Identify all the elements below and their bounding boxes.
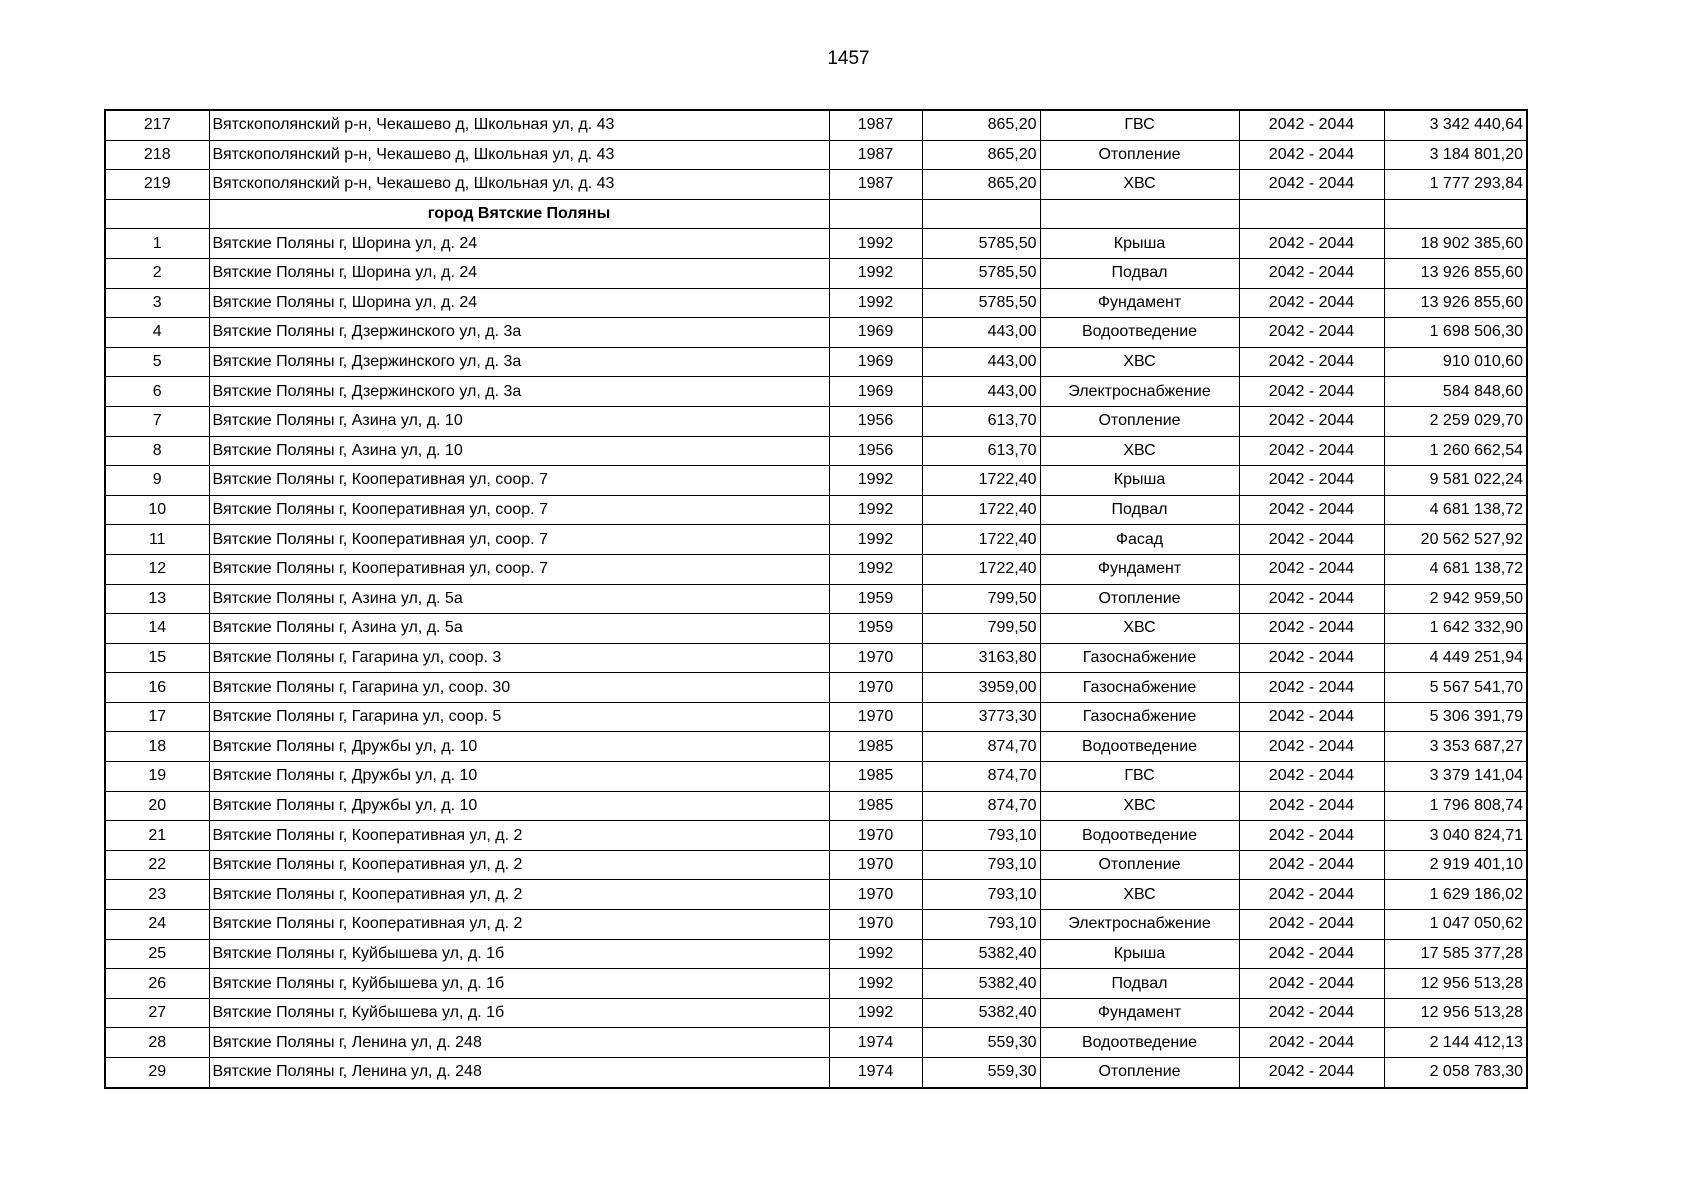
year-cell: 1992 xyxy=(829,229,922,259)
period-cell: 2042 - 2044 xyxy=(1239,495,1384,525)
address-cell: Вятские Поляны г, Кооперативная ул, д. 2 xyxy=(209,821,829,851)
table-row xyxy=(105,643,1527,673)
row-number-cell: 218 xyxy=(105,140,209,170)
year-cell: 1969 xyxy=(829,318,922,348)
work-type-cell: ХВС xyxy=(1040,880,1239,910)
year-cell: 1956 xyxy=(829,436,922,466)
empty-cell xyxy=(829,199,922,229)
work-type-cell: Подвал xyxy=(1040,258,1239,288)
work-type-cell: Водоотведение xyxy=(1040,318,1239,348)
period-cell: 2042 - 2044 xyxy=(1239,110,1384,140)
cost-cell: 1 260 662,54 xyxy=(1384,436,1527,466)
year-cell: 1992 xyxy=(829,495,922,525)
table-row xyxy=(105,998,1527,1028)
table-row xyxy=(105,939,1527,969)
area-cell: 5785,50 xyxy=(922,288,1040,318)
cost-cell: 12 956 513,28 xyxy=(1384,998,1527,1028)
cost-cell: 3 353 687,27 xyxy=(1384,732,1527,762)
address-cell: Вятские Поляны г, Кооперативная ул, д. 2 xyxy=(209,850,829,880)
address-cell: Вятские Поляны г, Шорина ул, д. 24 xyxy=(209,288,829,318)
empty-cell xyxy=(1239,199,1384,229)
year-cell: 1974 xyxy=(829,1028,922,1058)
cost-cell: 2 144 412,13 xyxy=(1384,1028,1527,1058)
area-cell: 799,50 xyxy=(922,584,1040,614)
work-type-cell: Газоснабжение xyxy=(1040,702,1239,732)
period-cell: 2042 - 2044 xyxy=(1239,229,1384,259)
area-cell: 874,70 xyxy=(922,762,1040,792)
year-cell: 1985 xyxy=(829,791,922,821)
work-type-cell: Отопление xyxy=(1040,584,1239,614)
table-row xyxy=(105,318,1527,348)
year-cell: 1970 xyxy=(829,910,922,940)
row-number-cell: 9 xyxy=(105,466,209,496)
year-cell: 1992 xyxy=(829,466,922,496)
row-number-cell: 19 xyxy=(105,762,209,792)
period-cell: 2042 - 2044 xyxy=(1239,998,1384,1028)
row-number-cell: 24 xyxy=(105,910,209,940)
row-number-cell: 5 xyxy=(105,347,209,377)
cost-cell: 3 379 141,04 xyxy=(1384,762,1527,792)
table-row xyxy=(105,229,1527,259)
area-cell: 1722,40 xyxy=(922,525,1040,555)
work-type-cell: Водоотведение xyxy=(1040,732,1239,762)
address-cell: Вятские Поляны г, Кооперативная ул, соор. 7 xyxy=(209,466,829,496)
address-cell: Вятские Поляны г, Дзержинского ул, д. 3а xyxy=(209,377,829,407)
cost-cell: 2 942 959,50 xyxy=(1384,584,1527,614)
year-cell: 1992 xyxy=(829,258,922,288)
cost-cell: 4 681 138,72 xyxy=(1384,495,1527,525)
table-row xyxy=(105,554,1527,584)
cost-cell: 3 184 801,20 xyxy=(1384,140,1527,170)
row-number-cell: 23 xyxy=(105,880,209,910)
area-cell: 559,30 xyxy=(922,1058,1040,1088)
table-row xyxy=(105,850,1527,880)
empty-cell xyxy=(1384,199,1527,229)
table-row xyxy=(105,821,1527,851)
cost-cell: 584 848,60 xyxy=(1384,377,1527,407)
address-cell: Вятскополянский р-н, Чекашево д, Школьная ул, д. 43 xyxy=(209,110,829,140)
row-number-cell: 27 xyxy=(105,998,209,1028)
year-cell: 1959 xyxy=(829,614,922,644)
address-cell: Вятские Поляны г, Дружбы ул, д. 10 xyxy=(209,762,829,792)
year-cell: 1970 xyxy=(829,821,922,851)
row-number-cell: 26 xyxy=(105,969,209,999)
area-cell: 3773,30 xyxy=(922,702,1040,732)
area-cell: 443,00 xyxy=(922,347,1040,377)
area-cell: 874,70 xyxy=(922,791,1040,821)
work-type-cell: Крыша xyxy=(1040,939,1239,969)
area-cell: 1722,40 xyxy=(922,554,1040,584)
address-cell: Вятские Поляны г, Гагарина ул, соор. 30 xyxy=(209,673,829,703)
area-cell: 874,70 xyxy=(922,732,1040,762)
address-cell: Вятские Поляны г, Кооперативная ул, соор. 7 xyxy=(209,554,829,584)
work-type-cell: ХВС xyxy=(1040,436,1239,466)
address-cell: Вятские Поляны г, Гагарина ул, соор. 5 xyxy=(209,702,829,732)
cost-cell: 2 058 783,30 xyxy=(1384,1058,1527,1088)
period-cell: 2042 - 2044 xyxy=(1239,584,1384,614)
area-cell: 865,20 xyxy=(922,140,1040,170)
cost-cell: 1 629 186,02 xyxy=(1384,880,1527,910)
cost-cell: 13 926 855,60 xyxy=(1384,288,1527,318)
work-type-cell: Водоотведение xyxy=(1040,821,1239,851)
row-number-cell: 6 xyxy=(105,377,209,407)
row-number-cell: 2 xyxy=(105,258,209,288)
table-row xyxy=(105,377,1527,407)
row-number-cell: 21 xyxy=(105,821,209,851)
area-cell: 5382,40 xyxy=(922,969,1040,999)
row-number-cell: 7 xyxy=(105,406,209,436)
year-cell: 1970 xyxy=(829,643,922,673)
table-row xyxy=(105,673,1527,703)
cost-cell: 4 681 138,72 xyxy=(1384,554,1527,584)
table-row xyxy=(105,436,1527,466)
row-number-cell: 29 xyxy=(105,1058,209,1088)
area-cell: 443,00 xyxy=(922,318,1040,348)
table-row xyxy=(105,525,1527,555)
cost-cell: 1 796 808,74 xyxy=(1384,791,1527,821)
cost-cell: 9 581 022,24 xyxy=(1384,466,1527,496)
period-cell: 2042 - 2044 xyxy=(1239,702,1384,732)
work-type-cell: Подвал xyxy=(1040,969,1239,999)
cost-cell: 5 306 391,79 xyxy=(1384,702,1527,732)
address-cell: Вятские Поляны г, Ленина ул, д. 248 xyxy=(209,1058,829,1088)
year-cell: 1992 xyxy=(829,288,922,318)
work-type-cell: Водоотведение xyxy=(1040,1028,1239,1058)
cost-cell: 3 040 824,71 xyxy=(1384,821,1527,851)
year-cell: 1992 xyxy=(829,939,922,969)
row-number-cell: 11 xyxy=(105,525,209,555)
work-type-cell: ГВС xyxy=(1040,110,1239,140)
cost-cell: 17 585 377,28 xyxy=(1384,939,1527,969)
cost-cell: 13 926 855,60 xyxy=(1384,258,1527,288)
area-cell: 793,10 xyxy=(922,850,1040,880)
area-cell: 799,50 xyxy=(922,614,1040,644)
area-cell: 1722,40 xyxy=(922,495,1040,525)
year-cell: 1992 xyxy=(829,998,922,1028)
period-cell: 2042 - 2044 xyxy=(1239,880,1384,910)
table-row xyxy=(105,258,1527,288)
table-row xyxy=(105,288,1527,318)
cost-cell: 5 567 541,70 xyxy=(1384,673,1527,703)
area-cell: 559,30 xyxy=(922,1028,1040,1058)
row-number-cell: 16 xyxy=(105,673,209,703)
year-cell: 1985 xyxy=(829,732,922,762)
address-cell: Вятские Поляны г, Азина ул, д. 10 xyxy=(209,406,829,436)
address-cell: Вятские Поляны г, Куйбышева ул, д. 1б xyxy=(209,969,829,999)
area-cell: 793,10 xyxy=(922,910,1040,940)
period-cell: 2042 - 2044 xyxy=(1239,170,1384,200)
row-number-cell: 219 xyxy=(105,170,209,200)
section-title-cell: город Вятские Поляны xyxy=(209,199,829,229)
period-cell: 2042 - 2044 xyxy=(1239,288,1384,318)
year-cell: 1992 xyxy=(829,525,922,555)
work-type-cell: Газоснабжение xyxy=(1040,673,1239,703)
area-cell: 5382,40 xyxy=(922,998,1040,1028)
row-number-cell: 3 xyxy=(105,288,209,318)
row-number-cell: 12 xyxy=(105,554,209,584)
cost-cell: 4 449 251,94 xyxy=(1384,643,1527,673)
row-number-cell: 13 xyxy=(105,584,209,614)
cost-cell: 12 956 513,28 xyxy=(1384,969,1527,999)
period-cell: 2042 - 2044 xyxy=(1239,1058,1384,1088)
year-cell: 1969 xyxy=(829,347,922,377)
work-type-cell: ХВС xyxy=(1040,170,1239,200)
cost-cell: 3 342 440,64 xyxy=(1384,110,1527,140)
year-cell: 1970 xyxy=(829,673,922,703)
period-cell: 2042 - 2044 xyxy=(1239,347,1384,377)
section-header-row xyxy=(105,199,1527,229)
year-cell: 1956 xyxy=(829,406,922,436)
row-number-cell: 22 xyxy=(105,850,209,880)
area-cell: 5382,40 xyxy=(922,939,1040,969)
address-cell: Вятские Поляны г, Дзержинского ул, д. 3а xyxy=(209,347,829,377)
table-row xyxy=(105,110,1527,140)
row-number-cell: 15 xyxy=(105,643,209,673)
period-cell: 2042 - 2044 xyxy=(1239,910,1384,940)
table-row xyxy=(105,969,1527,999)
work-type-cell: Отопление xyxy=(1040,406,1239,436)
cost-cell: 2 919 401,10 xyxy=(1384,850,1527,880)
work-type-cell: Газоснабжение xyxy=(1040,643,1239,673)
year-cell: 1974 xyxy=(829,1058,922,1088)
row-number-cell: 4 xyxy=(105,318,209,348)
row-number-cell: 17 xyxy=(105,702,209,732)
work-type-cell: ХВС xyxy=(1040,347,1239,377)
address-cell: Вятскополянский р-н, Чекашево д, Школьная ул, д. 43 xyxy=(209,140,829,170)
period-cell: 2042 - 2044 xyxy=(1239,939,1384,969)
period-cell: 2042 - 2044 xyxy=(1239,850,1384,880)
table-row xyxy=(105,910,1527,940)
repair-schedule-table xyxy=(104,109,1528,1089)
address-cell: Вятские Поляны г, Кооперативная ул, соор. 7 xyxy=(209,525,829,555)
period-cell: 2042 - 2044 xyxy=(1239,525,1384,555)
period-cell: 2042 - 2044 xyxy=(1239,732,1384,762)
cost-cell: 1 047 050,62 xyxy=(1384,910,1527,940)
address-cell: Вятские Поляны г, Гагарина ул, соор. 3 xyxy=(209,643,829,673)
row-number-cell: 18 xyxy=(105,732,209,762)
year-cell: 1970 xyxy=(829,702,922,732)
cost-cell: 1 642 332,90 xyxy=(1384,614,1527,644)
period-cell: 2042 - 2044 xyxy=(1239,762,1384,792)
work-type-cell: Отопление xyxy=(1040,140,1239,170)
year-cell: 1987 xyxy=(829,170,922,200)
year-cell: 1969 xyxy=(829,377,922,407)
year-cell: 1987 xyxy=(829,140,922,170)
year-cell: 1987 xyxy=(829,110,922,140)
work-type-cell: Фундамент xyxy=(1040,998,1239,1028)
period-cell: 2042 - 2044 xyxy=(1239,258,1384,288)
work-type-cell: Электроснабжение xyxy=(1040,910,1239,940)
table-row xyxy=(105,347,1527,377)
table-row xyxy=(105,880,1527,910)
period-cell: 2042 - 2044 xyxy=(1239,614,1384,644)
row-number-cell: 8 xyxy=(105,436,209,466)
area-cell: 443,00 xyxy=(922,377,1040,407)
table-row xyxy=(105,495,1527,525)
table-row xyxy=(105,614,1527,644)
area-cell: 613,70 xyxy=(922,406,1040,436)
empty-cell xyxy=(922,199,1040,229)
work-type-cell: Подвал xyxy=(1040,495,1239,525)
address-cell: Вятские Поляны г, Азина ул, д. 5а xyxy=(209,614,829,644)
page-number: 1457 xyxy=(827,48,870,69)
address-cell: Вятские Поляны г, Азина ул, д. 10 xyxy=(209,436,829,466)
cost-cell: 1 777 293,84 xyxy=(1384,170,1527,200)
area-cell: 1722,40 xyxy=(922,466,1040,496)
work-type-cell: ГВС xyxy=(1040,762,1239,792)
area-cell: 865,20 xyxy=(922,110,1040,140)
work-type-cell: Электроснабжение xyxy=(1040,377,1239,407)
period-cell: 2042 - 2044 xyxy=(1239,791,1384,821)
row-number-cell: 14 xyxy=(105,614,209,644)
year-cell: 1959 xyxy=(829,584,922,614)
address-cell: Вятские Поляны г, Азина ул, д. 5а xyxy=(209,584,829,614)
work-type-cell: Крыша xyxy=(1040,229,1239,259)
row-number-cell: 217 xyxy=(105,110,209,140)
area-cell: 793,10 xyxy=(922,821,1040,851)
cost-cell: 1 698 506,30 xyxy=(1384,318,1527,348)
cost-cell: 910 010,60 xyxy=(1384,347,1527,377)
address-cell: Вятские Поляны г, Кооперативная ул, д. 2 xyxy=(209,910,829,940)
period-cell: 2042 - 2044 xyxy=(1239,140,1384,170)
address-cell: Вятские Поляны г, Дружбы ул, д. 10 xyxy=(209,732,829,762)
area-cell: 613,70 xyxy=(922,436,1040,466)
table-row xyxy=(105,732,1527,762)
table-row xyxy=(105,406,1527,436)
period-cell: 2042 - 2044 xyxy=(1239,554,1384,584)
year-cell: 1992 xyxy=(829,554,922,584)
address-cell: Вятские Поляны г, Куйбышева ул, д. 1б xyxy=(209,998,829,1028)
address-cell: Вятские Поляны г, Ленина ул, д. 248 xyxy=(209,1028,829,1058)
area-cell: 5785,50 xyxy=(922,229,1040,259)
table-row xyxy=(105,1028,1527,1058)
work-type-cell: Отопление xyxy=(1040,850,1239,880)
year-cell: 1970 xyxy=(829,850,922,880)
row-number-cell: 1 xyxy=(105,229,209,259)
row-number-cell: 25 xyxy=(105,939,209,969)
table-row xyxy=(105,140,1527,170)
year-cell: 1992 xyxy=(829,969,922,999)
address-cell: Вятские Поляны г, Кооперативная ул, д. 2 xyxy=(209,880,829,910)
period-cell: 2042 - 2044 xyxy=(1239,821,1384,851)
period-cell: 2042 - 2044 xyxy=(1239,436,1384,466)
cost-cell: 20 562 527,92 xyxy=(1384,525,1527,555)
table-row xyxy=(105,584,1527,614)
period-cell: 2042 - 2044 xyxy=(1239,643,1384,673)
period-cell: 2042 - 2044 xyxy=(1239,406,1384,436)
document-table-container xyxy=(104,109,1528,1089)
area-cell: 5785,50 xyxy=(922,258,1040,288)
area-cell: 3163,80 xyxy=(922,643,1040,673)
work-type-cell: ХВС xyxy=(1040,614,1239,644)
row-number-cell: 28 xyxy=(105,1028,209,1058)
period-cell: 2042 - 2044 xyxy=(1239,673,1384,703)
table-row xyxy=(105,466,1527,496)
address-cell: Вятские Поляны г, Кооперативная ул, соор. 7 xyxy=(209,495,829,525)
period-cell: 2042 - 2044 xyxy=(1239,969,1384,999)
area-cell: 865,20 xyxy=(922,170,1040,200)
table-body xyxy=(105,110,1527,1088)
address-cell: Вятские Поляны г, Шорина ул, д. 24 xyxy=(209,258,829,288)
work-type-cell: Фундамент xyxy=(1040,554,1239,584)
table-row xyxy=(105,170,1527,200)
year-cell: 1985 xyxy=(829,762,922,792)
address-cell: Вятскополянский р-н, Чекашево д, Школьная ул, д. 43 xyxy=(209,170,829,200)
table-row xyxy=(105,702,1527,732)
year-cell: 1970 xyxy=(829,880,922,910)
cost-cell: 2 259 029,70 xyxy=(1384,406,1527,436)
address-cell: Вятские Поляны г, Куйбышева ул, д. 1б xyxy=(209,939,829,969)
address-cell: Вятские Поляны г, Дзержинского ул, д. 3а xyxy=(209,318,829,348)
work-type-cell: Крыша xyxy=(1040,466,1239,496)
table-row xyxy=(105,791,1527,821)
address-cell: Вятские Поляны г, Шорина ул, д. 24 xyxy=(209,229,829,259)
table-row xyxy=(105,1058,1527,1088)
area-cell: 793,10 xyxy=(922,880,1040,910)
work-type-cell: Отопление xyxy=(1040,1058,1239,1088)
table-row xyxy=(105,762,1527,792)
empty-cell xyxy=(1040,199,1239,229)
area-cell: 3959,00 xyxy=(922,673,1040,703)
period-cell: 2042 - 2044 xyxy=(1239,466,1384,496)
row-number-cell: 10 xyxy=(105,495,209,525)
address-cell: Вятские Поляны г, Дружбы ул, д. 10 xyxy=(209,791,829,821)
row-number-cell: 20 xyxy=(105,791,209,821)
work-type-cell: Фасад xyxy=(1040,525,1239,555)
cost-cell: 18 902 385,60 xyxy=(1384,229,1527,259)
empty-cell xyxy=(105,199,209,229)
work-type-cell: ХВС xyxy=(1040,791,1239,821)
work-type-cell: Фундамент xyxy=(1040,288,1239,318)
period-cell: 2042 - 2044 xyxy=(1239,1028,1384,1058)
period-cell: 2042 - 2044 xyxy=(1239,318,1384,348)
period-cell: 2042 - 2044 xyxy=(1239,377,1384,407)
